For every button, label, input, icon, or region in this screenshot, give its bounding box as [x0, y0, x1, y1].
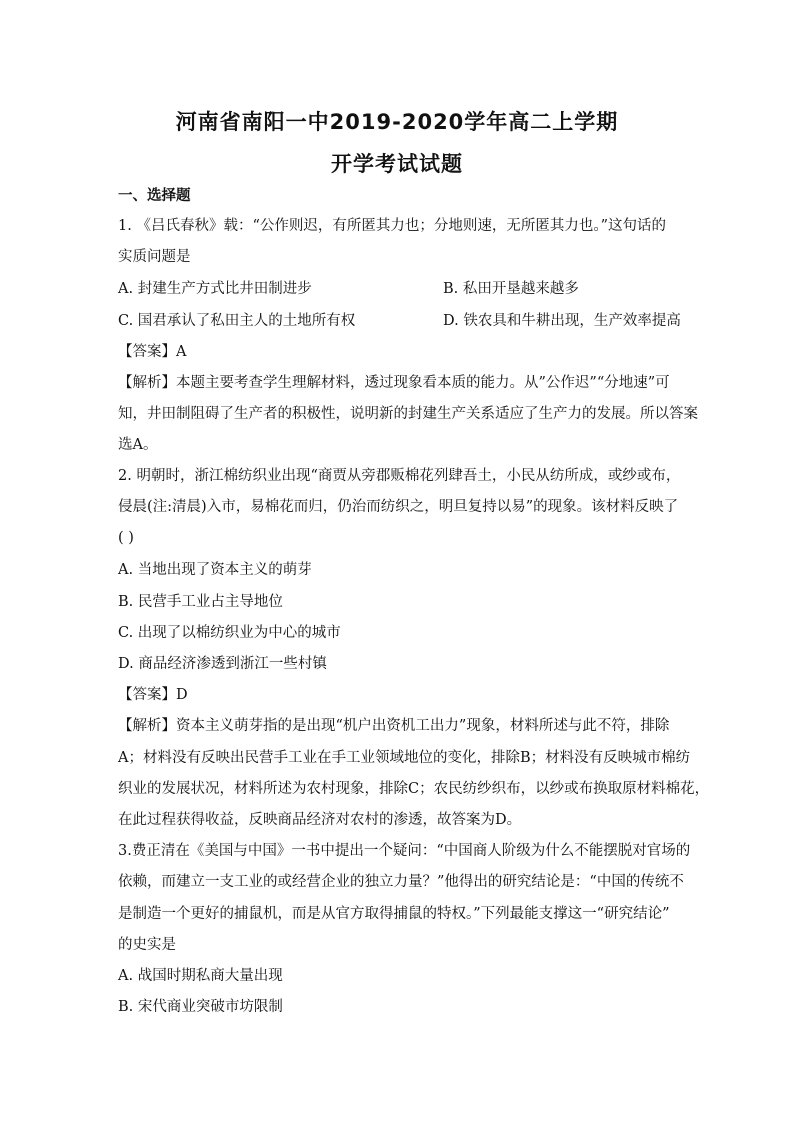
q2-option-d: D. 商品经济渗透到浙江一些村镇 — [118, 656, 327, 672]
q2-analysis-line4: 在此过程获得收益，反映商品经济对农村的渗透，故答案为D。 — [118, 812, 522, 828]
q1-option-a: A. 封建生产方式比井田制进步 — [118, 281, 312, 297]
q2-stem-line1: 2. 明朝时，浙江棉纺织业出现“商贾从旁郡贩棉花列肆吾土，小民从纺所成，或纱或布， — [118, 468, 681, 484]
q1-answer: 【答案】A — [118, 344, 187, 360]
q2-analysis-line3: 织业的发展状况，材料所述为农村现象，排除C；农民纺纱织布，以纱或布换取原材料棉花， — [118, 781, 710, 797]
q1-option-d: D. 铁农具和牛耕出现，生产效率提高 — [443, 313, 681, 329]
exam-title-line2: 开学考试试题 — [331, 152, 463, 176]
q3-option-b: B. 宋代商业突破市坊限制 — [118, 999, 283, 1015]
section-heading: 一、选择题 — [118, 188, 191, 204]
q2-stem-line3: ( ) — [118, 530, 134, 546]
q3-stem-line2: 依赖，而建立一支工业的或经营企业的独立力量？”他得出的研究结论是：“中国的传统不 — [118, 874, 684, 890]
q3-stem-line4: 的史实是 — [118, 937, 176, 953]
q3-stem-line3: 是制造一个更好的捕鼠机，而是从官方取得捕鼠的特权。”下列最能支撑这一“研究结论” — [118, 906, 670, 922]
q2-option-c: C. 出现了以棉纺织业为中心的城市 — [118, 625, 341, 641]
q1-option-b: B. 私田开垦越来越多 — [443, 281, 579, 297]
q1-analysis-line1: 【解析】本题主要考查学生理解材料，透过现象看本质的能力。从”公作迟”“分地速”可 — [118, 375, 670, 391]
q2-option-b: B. 民营手工业占主导地位 — [118, 594, 283, 610]
q1-stem-line1: 1. 《吕氏春秋》载：“公作则迟，有所匿其力也；分地则速，无所匿其力也。”这句话的 — [118, 218, 667, 234]
q3-option-a: A. 战国时期私商大量出现 — [118, 968, 283, 984]
q2-option-a: A. 当地出现了资本主义的萌芽 — [118, 562, 312, 578]
q2-stem-line2: 侵晨(注:清晨)入市，易棉花而归，仍治而纺织之，明旦复持以易”的现象。该材料反映了 — [118, 499, 679, 515]
q1-analysis-line3: 选A。 — [118, 437, 158, 453]
q2-analysis-line1: 【解析】资本主义萌芽指的是出现“机户出资机工出力”现象，材料所述与此不符，排除 — [118, 718, 670, 734]
q2-analysis-line2: A；材料没有反映出民营手工业在手工业领域地位的变化，排除B；材料没有反映城市棉纺 — [118, 750, 691, 766]
q1-option-c: C. 国君承认了私田主人的土地所有权 — [118, 313, 356, 329]
q1-analysis-line2: 知，井田制阻碍了生产者的积极性，说明新的封建生产关系适应了生产力的发展。所以答案 — [118, 406, 698, 422]
q3-stem-line1: 3.费正清在《美国与中国》一书中提出一个疑问：“中国商人阶级为什么不能摆脱对官场的 — [118, 843, 691, 859]
q1-stem-line2: 实质问题是 — [118, 249, 191, 265]
exam-title-line1: 河南省南阳一中2019-2020学年高二上学期 — [175, 110, 619, 134]
q2-answer: 【答案】D — [118, 687, 188, 703]
